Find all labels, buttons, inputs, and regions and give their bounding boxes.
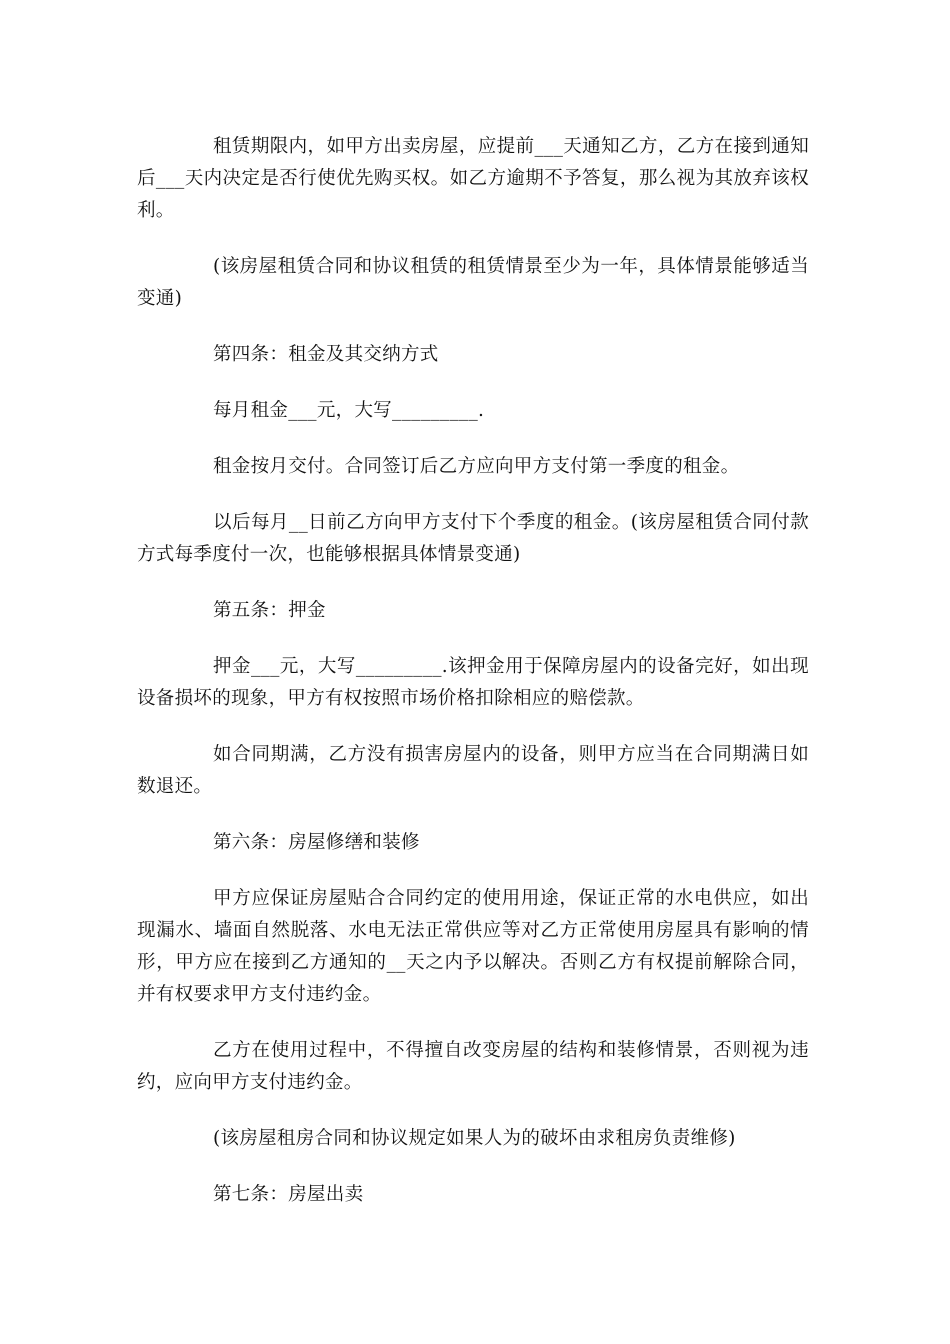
section-heading-article-6: 第六条：房屋修缮和装修 [213,832,420,853]
paragraph-deposit-return: 如合同期满，乙方没有损害房屋内的设备，则甲方应当在合同期满日如数退还。 [137,744,809,797]
paragraph-lease-note: (该房屋租赁合同和协议租赁的租赁情景至少为一年，具体情景能够适当变通) [137,256,809,309]
paragraph-deposit: 押金___元，大写_________.该押金用于保障房屋内的设备完好，如出现设备损坏的现象，甲方有权按照市场价格扣除相应的赔偿款。 [137,656,809,709]
paragraph-damage-note: (该房屋租房合同和协议规定如果人为的破坏由求租房负责维修) [213,1128,736,1149]
section-heading-article-5: 第五条：押金 [213,600,326,621]
paragraph-quarterly-payment: 以后每月__日前乙方向甲方支付下个季度的租金。(该房屋租赁合同付款方式每季度付一次，也能够根据具体情景变通) [137,512,809,565]
paragraph-rent-payment: 租金按月交付。合同签订后乙方应向甲方支付第一季度的租金。 [213,456,740,477]
section-heading-article-7: 第七条：房屋出卖 [213,1184,364,1205]
paragraph-tenant-alterations: 乙方在使用过程中，不得擅自改变房屋的结构和装修情景，否则视为违约，应向甲方支付违约金。 [137,1040,809,1093]
paragraph-monthly-rent: 每月租金___元，大写_________. [213,400,485,421]
section-heading-article-4: 第四条：租金及其交纳方式 [213,344,439,365]
document-body [137,131,809,1211]
paragraph-purchase-right: 租赁期限内，如甲方出卖房屋，应提前___天通知乙方，乙方在接到通知后___天内决定是否行使优先购买权。如乙方逾期不予答复，那么视为其放弃该权利。 [137,136,809,221]
paragraph-landlord-repairs: 甲方应保证房屋贴合合同约定的使用用途，保证正常的水电供应，如出现漏水、墙面自然脱落、水电无法正常供应等对乙方正常使用房屋具有影响的情形，甲方应在接到乙方通知的__天之内予以解决。否则乙方有权提前解除合同，并有权要求甲方支付违约金。 [137,888,809,1005]
